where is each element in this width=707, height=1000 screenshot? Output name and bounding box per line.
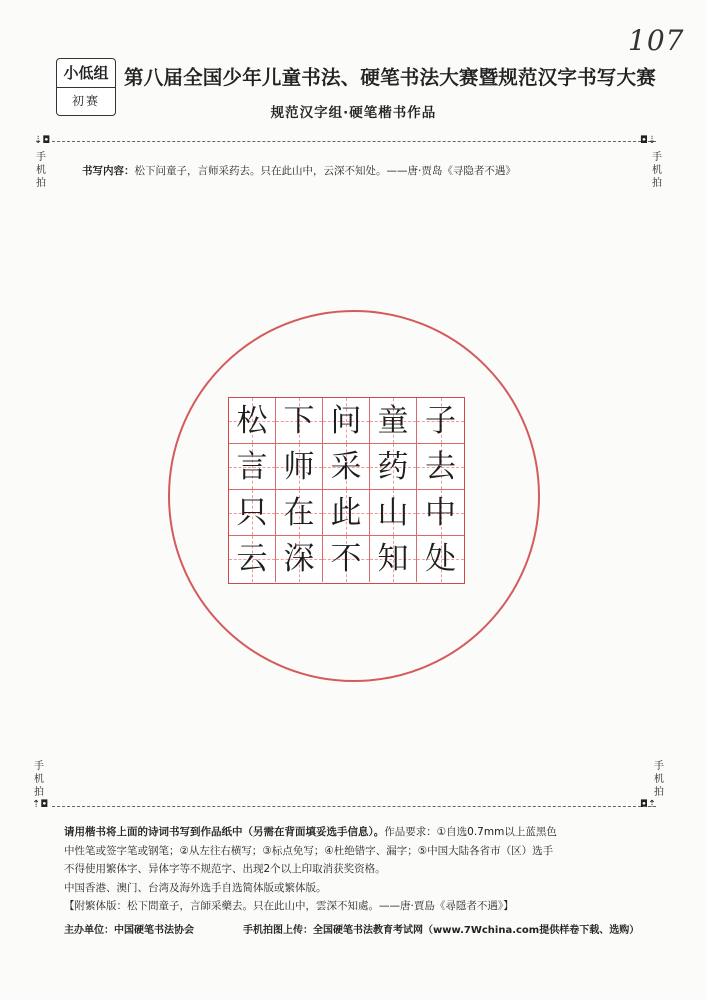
instructions-block [64,823,654,916]
grid-char: 童 [377,403,409,439]
grid-char: 云 [236,541,268,577]
grid-char: 处 [425,541,456,577]
grid-cell [323,490,370,536]
handwritten-page-number: 107 [628,24,685,57]
grid-cell [276,444,323,490]
side-label-bottom-right: 手机拍 [654,761,664,798]
writing-content [82,163,516,178]
side-label-top-left: 手机拍 [36,152,46,189]
writing-content-text: 松下问童子，言师采药去。只在此山中，云深不知处。——唐·贾岛《寻隐者不遇》 [134,165,516,177]
grid-char: 不 [330,541,362,577]
grid-cell [370,444,417,490]
grid-char: 药 [377,449,409,485]
grid-cell [323,444,370,490]
camera-icon-top-right: ◘⇣ [640,135,657,146]
grid-cell [370,490,417,536]
bottom-dashed-rule [52,806,656,807]
grid-char: 深 [283,541,315,577]
grid-cell [370,536,417,582]
page-subtitle: 规范汉字组·硬笔楷书作品 [270,105,437,121]
grid-char: 去 [425,449,456,485]
instructions-line-2: 中性笔或签字笔或钢笔；②从左往右横写；③标点免写；④杜绝错字、漏字；⑤中国大陆各省市（区）选手 [64,844,554,857]
instructions-line-1-rest: 作品要求：①自选0.7mm以上蓝黑色 [384,826,557,838]
grid-char: 言 [236,449,268,485]
grid-cell [276,536,323,582]
instructions-line-3: 不得使用繁体字、异体字等不规范字、出现2个以上印取消获奖资格。 [64,863,386,875]
character-grid [228,397,465,584]
grid-char: 问 [330,403,362,439]
top-dashed-rule [52,141,656,142]
grid-cell [323,398,370,444]
writing-content-label: 书写内容： [82,165,135,177]
side-label-bottom-left: 手机拍 [34,761,44,798]
grid-cell [276,398,323,444]
grid-cell [417,490,464,536]
grid-char: 此 [330,495,362,531]
grid-char: 采 [330,449,362,485]
grid-cell [229,398,276,444]
badge-group-label: 小低组 [57,59,115,88]
grid-cell [323,536,370,582]
grid-cell [370,398,417,444]
page-title: 第八届全国少年儿童书法、硬笔书法大赛暨规范汉字书写大赛 [124,66,656,89]
instructions-line-1 [64,823,654,842]
grid-char: 中 [425,495,456,531]
grid-cell [417,444,464,490]
camera-icon-bottom-left: ⇡◘ [32,799,49,810]
grid-char: 知 [377,541,409,577]
instructions-line-5: 【附繁体版：松下問童子，言師采藥去。只在此山中，雲深不知處。——唐·賈島《尋隱者不遇》】 [64,900,514,912]
grid-char: 下 [283,403,315,439]
grid-char: 松 [236,403,268,439]
grid-char: 在 [283,495,315,531]
grid-cell [417,536,464,582]
side-label-top-right: 手机拍 [652,152,662,189]
camera-icon-bottom-right: ◘⇡ [640,799,657,810]
grid-cell [276,490,323,536]
instructions-line-4: 中国香港、澳门、台湾及海外选手自选简体版或繁体版。 [64,881,327,894]
grid-char: 山 [377,495,409,531]
instructions-line-1-bold: 请用楷书将上面的诗词书写到作品纸中（另需在背面填妥选手信息）。 [64,826,385,838]
footer-upload: 手机拍图上传：全国硬笔书法教育考试网（www.7Wchina.com提供样卷下载、选购） [243,925,640,936]
grid-char: 子 [425,403,456,439]
grid-char: 只 [236,495,268,531]
grid-char: 师 [283,449,315,485]
footer-organizer: 主办单位：中国硬笔书法协会 [64,925,194,936]
badge-stage-label: 初赛 [71,94,100,108]
camera-icon-top-left: ⇣◘ [34,135,51,146]
grid-cell [229,490,276,536]
grid-cell [229,444,276,490]
grid-cell [417,398,464,444]
grid-cell [229,536,276,582]
